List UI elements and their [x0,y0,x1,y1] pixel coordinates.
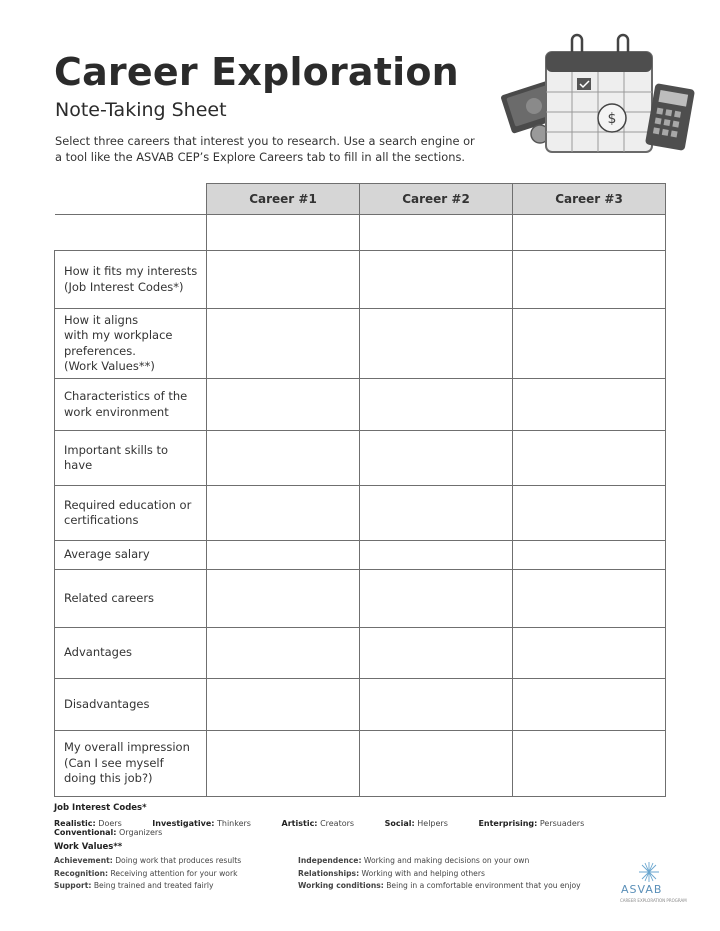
career-2-cell[interactable] [360,628,513,679]
row-label-line: (Job Interest Codes*) [64,279,184,294]
header-corner [55,184,207,215]
row-label-work-values [55,309,207,379]
row-label-line: How it aligns [64,312,139,327]
row-label-line: preferences. [64,343,136,358]
svg-text:$: $ [607,111,617,127]
code-item [282,819,369,828]
career-2-cell[interactable] [360,541,513,570]
career-2-cell[interactable] [360,570,513,628]
career-3-cell[interactable] [513,570,666,628]
column-header-career-2: Career #2 [360,184,513,215]
value-item [298,855,581,868]
code-item [54,819,136,828]
value-term: Support: [54,881,92,890]
career-3-cell[interactable] [513,731,666,797]
page-title: Career Exploration [54,50,459,94]
career-3-name-cell[interactable] [513,215,666,251]
code-term: Social: [384,819,415,828]
row-label-skills [55,431,207,486]
codes-list [54,819,694,837]
value-item [54,855,241,868]
asvab-logo-text: ASVAB [621,883,663,896]
value-term: Independence: [298,856,362,865]
row-label-line: How it fits my interests [64,264,198,278]
value-desc: Working with and helping others [361,868,485,878]
career-3-cell[interactable] [513,379,666,431]
code-desc: Creators [320,819,355,828]
intro-line-1: Select three careers that interest you to research. Use a search engine or [55,134,475,148]
row-label-line: Disadvantages [64,696,150,711]
career-name-row [55,215,666,251]
row-label-line: My overall impression [64,740,190,755]
career-comparison-table [54,183,666,797]
career-2-cell[interactable] [360,431,513,486]
row-label-salary [55,541,207,570]
row-label-line: Average salary [64,547,150,562]
row-label-work-environment [55,379,207,431]
career-2-cell[interactable] [360,379,513,431]
intro-text [55,133,525,165]
calendar-icon [546,35,652,152]
intro-line-2: a tool like the ASVAB CEP’s Explore Careers tab to fill in all the sections. [55,150,466,164]
career-1-cell[interactable] [207,309,360,379]
value-item [298,868,581,881]
table-row [55,251,666,309]
code-item [54,828,176,837]
career-2-cell[interactable] [360,486,513,541]
row-label-line: Important skills to [64,442,169,457]
row-label-line: with my workplace [64,328,173,342]
career-1-cell[interactable] [207,251,360,309]
career-3-cell[interactable] [513,251,666,309]
career-1-cell[interactable] [207,628,360,679]
value-term: Recognition: [54,868,109,878]
table-row [55,731,666,797]
row-label-line: certifications [64,513,139,527]
value-desc: Being in a comfortable environment that you enjoy [386,881,581,890]
row-label-related-careers [55,570,207,628]
row-label-line: Characteristics of the [64,389,188,403]
column-header-career-1: Career #1 [207,184,360,215]
table-header-row [55,184,666,215]
row-label-interests [55,251,207,309]
row-label-line: Related careers [64,590,155,605]
career-1-cell[interactable] [207,486,360,541]
job-interest-codes [54,803,694,837]
code-term: Conventional: [54,828,117,837]
code-term: Investigative: [152,819,215,828]
work-values-right [298,855,581,893]
table-row [55,431,666,486]
career-1-cell[interactable] [207,431,360,486]
table-row [55,379,666,431]
value-item [54,880,241,893]
row-label-line: (Work Values**) [64,359,155,373]
career-3-cell[interactable] [513,309,666,379]
career-2-cell[interactable] [360,679,513,731]
table-row [55,628,666,679]
row-label-line: Advantages [64,645,133,660]
value-term: Achievement: [54,856,113,865]
value-desc: Working and making decisions on your own [363,856,530,865]
row-label-line: work environment [64,404,169,419]
career-2-name-cell[interactable] [360,215,513,251]
table-row [55,486,666,541]
codes-title: Job Interest Codes* [54,803,147,813]
career-1-cell[interactable] [207,570,360,628]
career-1-cell[interactable] [207,379,360,431]
column-header-career-3: Career #3 [513,184,666,215]
row-label-line: (Can I see myself [64,755,164,770]
value-desc: Receiving attention for your work [110,868,238,878]
career-1-name-cell[interactable] [207,215,360,251]
work-values-left [54,855,241,893]
dollar-coin-icon [598,104,626,132]
career-2-cell[interactable] [360,251,513,309]
page-subtitle: Note-Taking Sheet [55,99,227,121]
row-label-disadvantages [55,679,207,731]
code-term: Artistic: [281,819,318,828]
values-title: Work Values** [54,842,123,852]
table-row [55,570,666,628]
career-1-cell[interactable] [207,679,360,731]
code-desc: Organizers [119,828,163,837]
career-3-cell[interactable] [513,679,666,731]
row-label-advantages [55,628,207,679]
career-name-label-cell [55,215,207,251]
row-label-line: have [64,458,93,472]
row-label-overall-impression [55,731,207,797]
table-row [55,541,666,570]
code-desc: Helpers [417,819,448,828]
asvab-logo-subtext: CAREER EXPLORATION PROGRAM [620,898,687,903]
career-1-cell[interactable] [207,731,360,797]
row-label-line: Required education or [64,497,192,512]
row-label-education [55,486,207,541]
code-item [478,819,598,828]
code-item [385,819,462,828]
career-2-cell[interactable] [360,731,513,797]
career-illustration [500,30,700,170]
career-3-cell[interactable] [513,628,666,679]
career-1-cell[interactable] [207,541,360,570]
code-item [152,819,265,828]
code-term: Realistic: [54,819,96,828]
code-desc: Persuaders [539,819,585,828]
code-desc: Doers [98,819,122,828]
row-label-line: doing this job?) [64,771,153,786]
code-term: Enterprising: [478,819,538,828]
career-3-cell[interactable] [513,431,666,486]
value-item [54,868,241,881]
career-3-cell[interactable] [513,541,666,570]
value-desc: Being trained and treated fairly [93,881,214,890]
career-2-cell[interactable] [360,309,513,379]
value-item [298,880,581,893]
career-3-cell[interactable] [513,486,666,541]
code-desc: Thinkers [217,819,251,828]
table-row [55,309,666,379]
table-row [55,679,666,731]
value-term: Working conditions: [298,881,384,890]
value-term: Relationships: [298,868,360,878]
value-desc: Doing work that produces results [115,856,242,865]
